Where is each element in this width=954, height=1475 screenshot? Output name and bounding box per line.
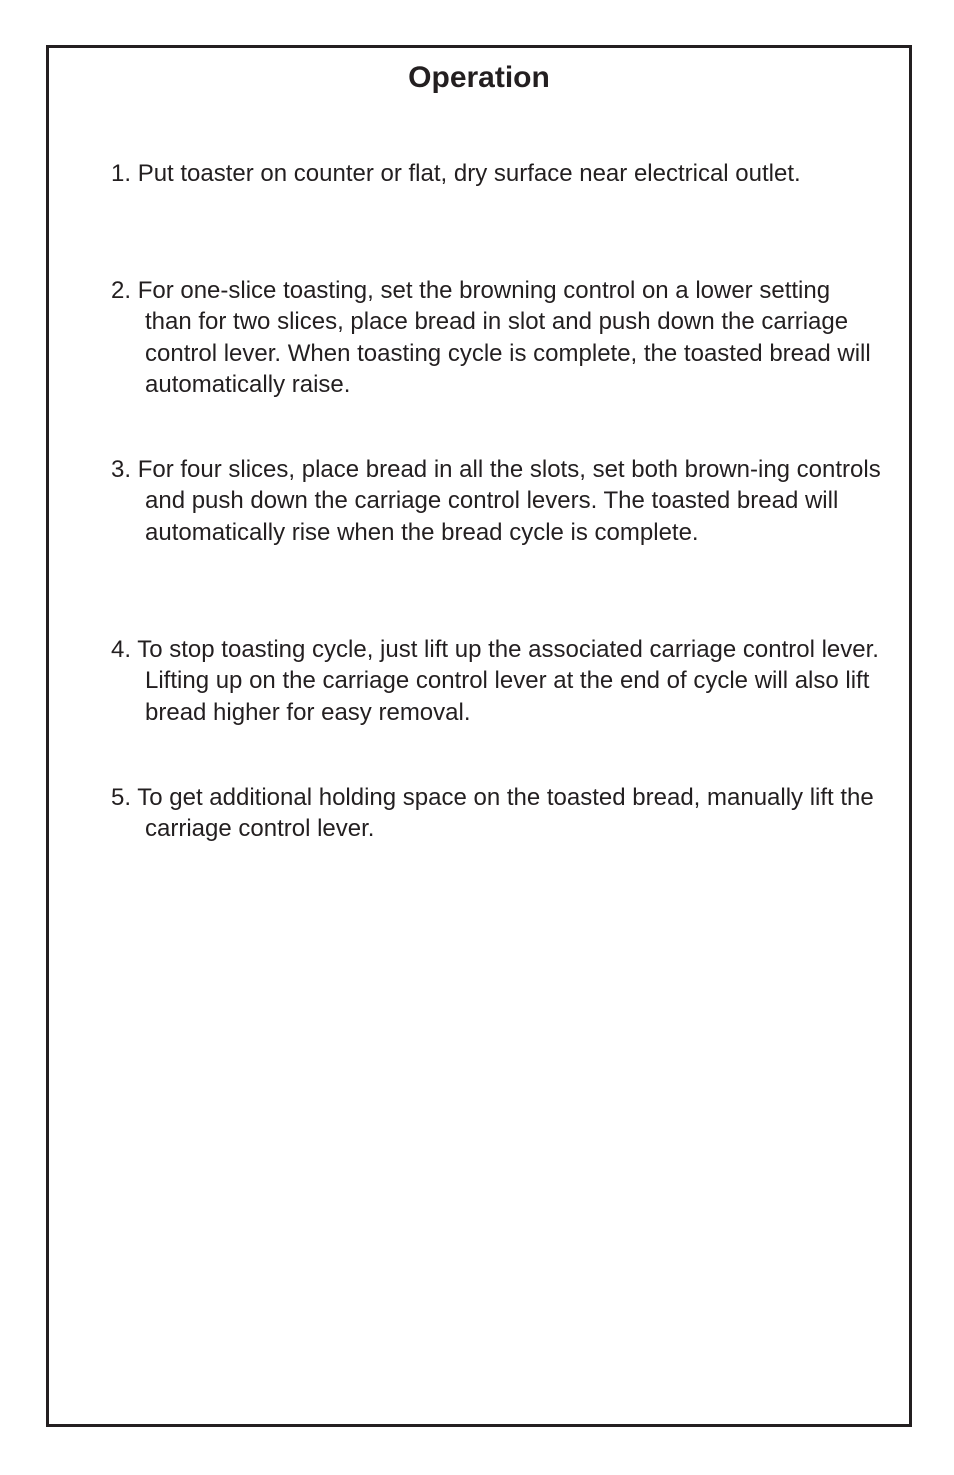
step-text: For one-slice toasting, set the browning control on a lower setting than for two slices, place bread in slot and push down the carriage control lever. When toasting cycle is complete, the toasted bread will automatically raise. xyxy=(137,277,871,398)
step-number: 2. xyxy=(111,277,132,304)
step-number: 1. xyxy=(111,160,132,187)
step-item-2 xyxy=(111,275,881,400)
page-title: Operation xyxy=(408,61,550,94)
step-item-1 xyxy=(111,158,881,189)
step-item-4 xyxy=(111,634,881,728)
step-number: 5. xyxy=(111,784,132,811)
step-item-5 xyxy=(111,782,881,845)
page-border-frame xyxy=(46,45,912,1427)
step-text: To get additional holding space on the toasted bread, manually lift the carriage control lever. xyxy=(137,784,874,843)
step-item-3 xyxy=(111,454,881,548)
step-number: 3. xyxy=(111,456,132,483)
step-text: Put toaster on counter or flat, dry surface near electrical outlet. xyxy=(137,160,801,187)
step-text: To stop toasting cycle, just lift up the associated carriage control lever. Lifting up on the carriage control lever at the end of cycle will also lift bread higher for easy removal. xyxy=(137,636,879,726)
step-text: For four slices, place bread in all the slots, set both brown-ing controls and push down the carriage control levers. The toasted bread will automatically rise when the bread cycle is complete. xyxy=(137,456,881,546)
step-number: 4. xyxy=(111,636,132,663)
